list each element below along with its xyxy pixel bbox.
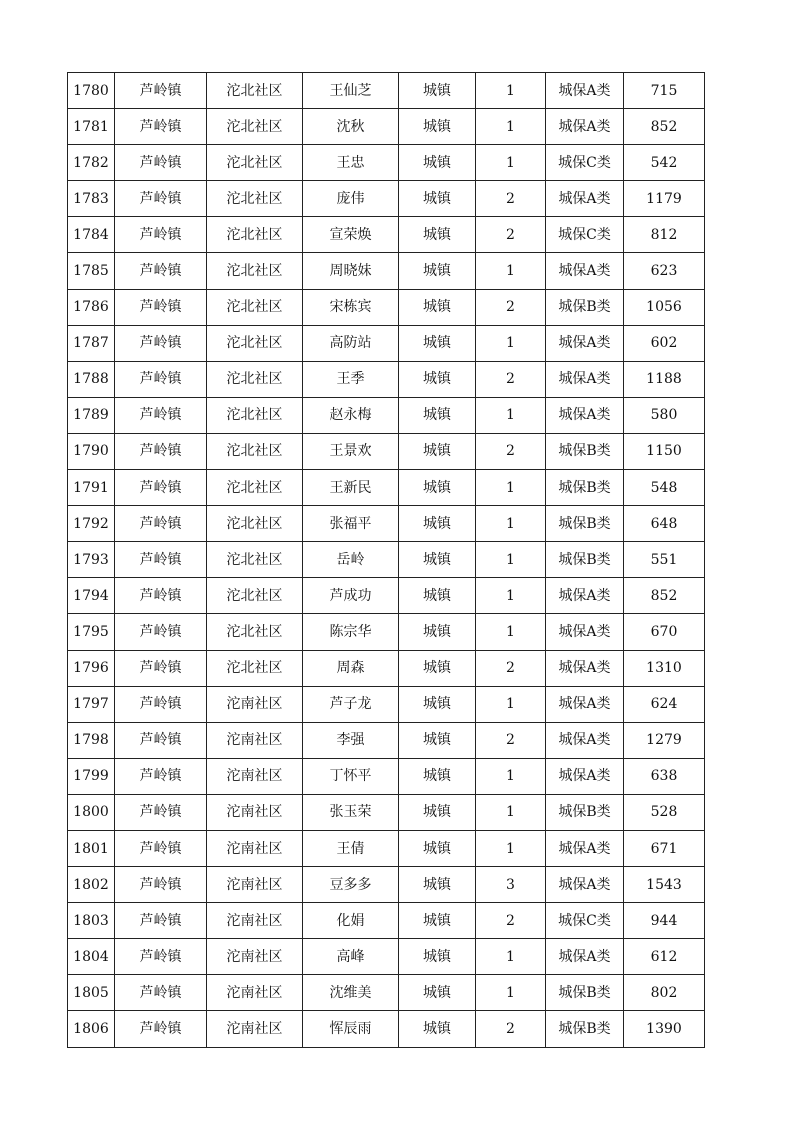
- name-cell: 张玉荣: [303, 794, 399, 830]
- amount-cell: 623: [624, 253, 705, 289]
- residence-type-cell: 城镇: [399, 578, 476, 614]
- serial-number-cell: 1802: [68, 867, 115, 903]
- serial-number-cell: 1794: [68, 578, 115, 614]
- amount-cell: 1179: [624, 181, 705, 217]
- name-cell: 王新民: [303, 470, 399, 506]
- town-cell: 芦岭镇: [115, 578, 207, 614]
- household-size-cell: 2: [476, 722, 546, 758]
- insurance-category-cell: 城保B类: [546, 794, 624, 830]
- serial-number-cell: 1804: [68, 939, 115, 975]
- insurance-category-cell: 城保B类: [546, 975, 624, 1011]
- community-cell: 沱北社区: [207, 253, 303, 289]
- community-cell: 沱北社区: [207, 217, 303, 253]
- residence-type-cell: 城镇: [399, 830, 476, 866]
- household-size-cell: 1: [476, 830, 546, 866]
- table-row: [68, 109, 705, 145]
- serial-number-cell: 1806: [68, 1011, 115, 1047]
- household-size-cell: 2: [476, 361, 546, 397]
- town-cell: 芦岭镇: [115, 975, 207, 1011]
- residence-type-cell: 城镇: [399, 794, 476, 830]
- serial-number-cell: 1803: [68, 903, 115, 939]
- insurance-category-cell: 城保A类: [546, 650, 624, 686]
- household-size-cell: 1: [476, 614, 546, 650]
- community-cell: 沱北社区: [207, 181, 303, 217]
- household-size-cell: 2: [476, 181, 546, 217]
- insurance-category-cell: 城保A类: [546, 686, 624, 722]
- name-cell: 王忠: [303, 145, 399, 181]
- serial-number-cell: 1791: [68, 470, 115, 506]
- town-cell: 芦岭镇: [115, 325, 207, 361]
- table-row: [68, 397, 705, 433]
- residence-type-cell: 城镇: [399, 939, 476, 975]
- residence-type-cell: 城镇: [399, 289, 476, 325]
- community-cell: 沱北社区: [207, 325, 303, 361]
- community-cell: 沱北社区: [207, 397, 303, 433]
- household-size-cell: 2: [476, 903, 546, 939]
- serial-number-cell: 1786: [68, 289, 115, 325]
- name-cell: 李强: [303, 722, 399, 758]
- name-cell: 宋栋宾: [303, 289, 399, 325]
- residence-type-cell: 城镇: [399, 542, 476, 578]
- table-row: [68, 794, 705, 830]
- insurance-category-cell: 城保A类: [546, 939, 624, 975]
- community-cell: 沱南社区: [207, 686, 303, 722]
- household-size-cell: 1: [476, 253, 546, 289]
- amount-cell: 528: [624, 794, 705, 830]
- household-size-cell: 2: [476, 289, 546, 325]
- insurance-category-cell: 城保A类: [546, 867, 624, 903]
- table-row: [68, 830, 705, 866]
- serial-number-cell: 1793: [68, 542, 115, 578]
- serial-number-cell: 1805: [68, 975, 115, 1011]
- community-cell: 沱南社区: [207, 975, 303, 1011]
- table-row: [68, 470, 705, 506]
- table-row: [68, 686, 705, 722]
- serial-number-cell: 1795: [68, 614, 115, 650]
- town-cell: 芦岭镇: [115, 903, 207, 939]
- table-row: [68, 217, 705, 253]
- serial-number-cell: 1801: [68, 830, 115, 866]
- name-cell: 恽辰雨: [303, 1011, 399, 1047]
- name-cell: 芦成功: [303, 578, 399, 614]
- residence-type-cell: 城镇: [399, 433, 476, 469]
- serial-number-cell: 1784: [68, 217, 115, 253]
- community-cell: 沱南社区: [207, 867, 303, 903]
- insurance-category-cell: 城保A类: [546, 578, 624, 614]
- name-cell: 赵永梅: [303, 397, 399, 433]
- name-cell: 王景欢: [303, 433, 399, 469]
- community-cell: 沱北社区: [207, 542, 303, 578]
- community-cell: 沱北社区: [207, 578, 303, 614]
- household-size-cell: 2: [476, 217, 546, 253]
- amount-cell: 548: [624, 470, 705, 506]
- amount-cell: 580: [624, 397, 705, 433]
- household-size-cell: 1: [476, 939, 546, 975]
- insurance-category-cell: 城保A类: [546, 830, 624, 866]
- name-cell: 张福平: [303, 506, 399, 542]
- amount-cell: 1310: [624, 650, 705, 686]
- insurance-category-cell: 城保C类: [546, 145, 624, 181]
- community-cell: 沱南社区: [207, 939, 303, 975]
- amount-cell: 602: [624, 325, 705, 361]
- community-cell: 沱北社区: [207, 73, 303, 109]
- residence-type-cell: 城镇: [399, 867, 476, 903]
- residence-type-cell: 城镇: [399, 1011, 476, 1047]
- town-cell: 芦岭镇: [115, 939, 207, 975]
- residence-type-cell: 城镇: [399, 325, 476, 361]
- residence-type-cell: 城镇: [399, 975, 476, 1011]
- community-cell: 沱南社区: [207, 830, 303, 866]
- serial-number-cell: 1781: [68, 109, 115, 145]
- table-body: [68, 73, 705, 1048]
- name-cell: 豆多多: [303, 867, 399, 903]
- table-row: [68, 253, 705, 289]
- table-row: [68, 506, 705, 542]
- town-cell: 芦岭镇: [115, 1011, 207, 1047]
- insurance-category-cell: 城保A类: [546, 722, 624, 758]
- community-cell: 沱北社区: [207, 470, 303, 506]
- table-row: [68, 650, 705, 686]
- household-size-cell: 1: [476, 578, 546, 614]
- insurance-category-cell: 城保B类: [546, 470, 624, 506]
- residence-type-cell: 城镇: [399, 614, 476, 650]
- community-cell: 沱南社区: [207, 1011, 303, 1047]
- town-cell: 芦岭镇: [115, 506, 207, 542]
- table-row: [68, 289, 705, 325]
- residence-type-cell: 城镇: [399, 145, 476, 181]
- community-cell: 沱北社区: [207, 506, 303, 542]
- serial-number-cell: 1789: [68, 397, 115, 433]
- serial-number-cell: 1796: [68, 650, 115, 686]
- amount-cell: 1150: [624, 433, 705, 469]
- table-row: [68, 433, 705, 469]
- amount-cell: 1056: [624, 289, 705, 325]
- name-cell: 王季: [303, 361, 399, 397]
- name-cell: 沈维美: [303, 975, 399, 1011]
- amount-cell: 671: [624, 830, 705, 866]
- table-row: [68, 542, 705, 578]
- household-size-cell: 1: [476, 325, 546, 361]
- household-size-cell: 1: [476, 145, 546, 181]
- amount-cell: 1390: [624, 1011, 705, 1047]
- household-size-cell: 1: [476, 542, 546, 578]
- household-size-cell: 1: [476, 397, 546, 433]
- community-cell: 沱南社区: [207, 903, 303, 939]
- insurance-category-cell: 城保C类: [546, 217, 624, 253]
- town-cell: 芦岭镇: [115, 867, 207, 903]
- serial-number-cell: 1782: [68, 145, 115, 181]
- household-size-cell: 3: [476, 867, 546, 903]
- amount-cell: 624: [624, 686, 705, 722]
- amount-cell: 852: [624, 109, 705, 145]
- town-cell: 芦岭镇: [115, 758, 207, 794]
- household-size-cell: 2: [476, 433, 546, 469]
- community-cell: 沱北社区: [207, 109, 303, 145]
- name-cell: 王仙芝: [303, 73, 399, 109]
- town-cell: 芦岭镇: [115, 145, 207, 181]
- name-cell: 庞伟: [303, 181, 399, 217]
- amount-cell: 1279: [624, 722, 705, 758]
- insurance-category-cell: 城保C类: [546, 903, 624, 939]
- community-cell: 沱南社区: [207, 722, 303, 758]
- town-cell: 芦岭镇: [115, 830, 207, 866]
- residence-type-cell: 城镇: [399, 722, 476, 758]
- table-row: [68, 903, 705, 939]
- household-size-cell: 1: [476, 470, 546, 506]
- household-size-cell: 1: [476, 975, 546, 1011]
- serial-number-cell: 1798: [68, 722, 115, 758]
- amount-cell: 1188: [624, 361, 705, 397]
- insurance-category-cell: 城保B类: [546, 1011, 624, 1047]
- town-cell: 芦岭镇: [115, 722, 207, 758]
- table-row: [68, 939, 705, 975]
- name-cell: 化娟: [303, 903, 399, 939]
- insurance-category-cell: 城保A类: [546, 397, 624, 433]
- town-cell: 芦岭镇: [115, 73, 207, 109]
- community-cell: 沱北社区: [207, 650, 303, 686]
- residence-type-cell: 城镇: [399, 361, 476, 397]
- name-cell: 周森: [303, 650, 399, 686]
- name-cell: 宣荣焕: [303, 217, 399, 253]
- amount-cell: 638: [624, 758, 705, 794]
- serial-number-cell: 1787: [68, 325, 115, 361]
- name-cell: 王倩: [303, 830, 399, 866]
- amount-cell: 944: [624, 903, 705, 939]
- table-row: [68, 73, 705, 109]
- table-row: [68, 145, 705, 181]
- town-cell: 芦岭镇: [115, 181, 207, 217]
- serial-number-cell: 1788: [68, 361, 115, 397]
- community-cell: 沱北社区: [207, 433, 303, 469]
- town-cell: 芦岭镇: [115, 686, 207, 722]
- name-cell: 芦子龙: [303, 686, 399, 722]
- community-cell: 沱南社区: [207, 758, 303, 794]
- community-cell: 沱北社区: [207, 289, 303, 325]
- table-row: [68, 325, 705, 361]
- residence-type-cell: 城镇: [399, 217, 476, 253]
- residence-type-cell: 城镇: [399, 109, 476, 145]
- amount-cell: 802: [624, 975, 705, 1011]
- insurance-category-cell: 城保A类: [546, 253, 624, 289]
- insurance-category-cell: 城保B类: [546, 433, 624, 469]
- household-size-cell: 1: [476, 506, 546, 542]
- table-row: [68, 867, 705, 903]
- name-cell: 高峰: [303, 939, 399, 975]
- table-row: [68, 722, 705, 758]
- insurance-category-cell: 城保A类: [546, 109, 624, 145]
- insurance-category-cell: 城保B类: [546, 289, 624, 325]
- town-cell: 芦岭镇: [115, 289, 207, 325]
- town-cell: 芦岭镇: [115, 253, 207, 289]
- household-size-cell: 1: [476, 794, 546, 830]
- serial-number-cell: 1780: [68, 73, 115, 109]
- household-size-cell: 2: [476, 650, 546, 686]
- table-row: [68, 578, 705, 614]
- insurance-category-cell: 城保A类: [546, 181, 624, 217]
- name-cell: 沈秋: [303, 109, 399, 145]
- town-cell: 芦岭镇: [115, 433, 207, 469]
- serial-number-cell: 1800: [68, 794, 115, 830]
- amount-cell: 715: [624, 73, 705, 109]
- residence-type-cell: 城镇: [399, 470, 476, 506]
- town-cell: 芦岭镇: [115, 542, 207, 578]
- table-row: [68, 975, 705, 1011]
- household-size-cell: 1: [476, 73, 546, 109]
- amount-cell: 812: [624, 217, 705, 253]
- residence-type-cell: 城镇: [399, 73, 476, 109]
- residence-type-cell: 城镇: [399, 397, 476, 433]
- serial-number-cell: 1783: [68, 181, 115, 217]
- residence-type-cell: 城镇: [399, 686, 476, 722]
- name-cell: 高防站: [303, 325, 399, 361]
- household-size-cell: 1: [476, 109, 546, 145]
- household-size-cell: 1: [476, 758, 546, 794]
- insurance-category-cell: 城保A类: [546, 614, 624, 650]
- serial-number-cell: 1792: [68, 506, 115, 542]
- amount-cell: 542: [624, 145, 705, 181]
- serial-number-cell: 1797: [68, 686, 115, 722]
- community-cell: 沱南社区: [207, 794, 303, 830]
- amount-cell: 1543: [624, 867, 705, 903]
- table-row: [68, 1011, 705, 1047]
- welfare-roster-table: [67, 72, 705, 1048]
- name-cell: 周晓妹: [303, 253, 399, 289]
- residence-type-cell: 城镇: [399, 506, 476, 542]
- amount-cell: 670: [624, 614, 705, 650]
- insurance-category-cell: 城保A类: [546, 758, 624, 794]
- table-row: [68, 361, 705, 397]
- community-cell: 沱北社区: [207, 145, 303, 181]
- amount-cell: 852: [624, 578, 705, 614]
- insurance-category-cell: 城保B类: [546, 542, 624, 578]
- household-size-cell: 1: [476, 686, 546, 722]
- town-cell: 芦岭镇: [115, 397, 207, 433]
- residence-type-cell: 城镇: [399, 758, 476, 794]
- insurance-category-cell: 城保B类: [546, 506, 624, 542]
- amount-cell: 648: [624, 506, 705, 542]
- table-row: [68, 614, 705, 650]
- table-row: [68, 181, 705, 217]
- community-cell: 沱北社区: [207, 361, 303, 397]
- amount-cell: 612: [624, 939, 705, 975]
- town-cell: 芦岭镇: [115, 470, 207, 506]
- town-cell: 芦岭镇: [115, 217, 207, 253]
- serial-number-cell: 1785: [68, 253, 115, 289]
- residence-type-cell: 城镇: [399, 181, 476, 217]
- town-cell: 芦岭镇: [115, 109, 207, 145]
- town-cell: 芦岭镇: [115, 794, 207, 830]
- serial-number-cell: 1799: [68, 758, 115, 794]
- serial-number-cell: 1790: [68, 433, 115, 469]
- insurance-category-cell: 城保A类: [546, 325, 624, 361]
- community-cell: 沱北社区: [207, 614, 303, 650]
- name-cell: 岳岭: [303, 542, 399, 578]
- table-row: [68, 758, 705, 794]
- town-cell: 芦岭镇: [115, 361, 207, 397]
- name-cell: 丁怀平: [303, 758, 399, 794]
- insurance-category-cell: 城保A类: [546, 361, 624, 397]
- residence-type-cell: 城镇: [399, 650, 476, 686]
- amount-cell: 551: [624, 542, 705, 578]
- residence-type-cell: 城镇: [399, 903, 476, 939]
- residence-type-cell: 城镇: [399, 253, 476, 289]
- insurance-category-cell: 城保A类: [546, 73, 624, 109]
- name-cell: 陈宗华: [303, 614, 399, 650]
- town-cell: 芦岭镇: [115, 650, 207, 686]
- town-cell: 芦岭镇: [115, 614, 207, 650]
- household-size-cell: 2: [476, 1011, 546, 1047]
